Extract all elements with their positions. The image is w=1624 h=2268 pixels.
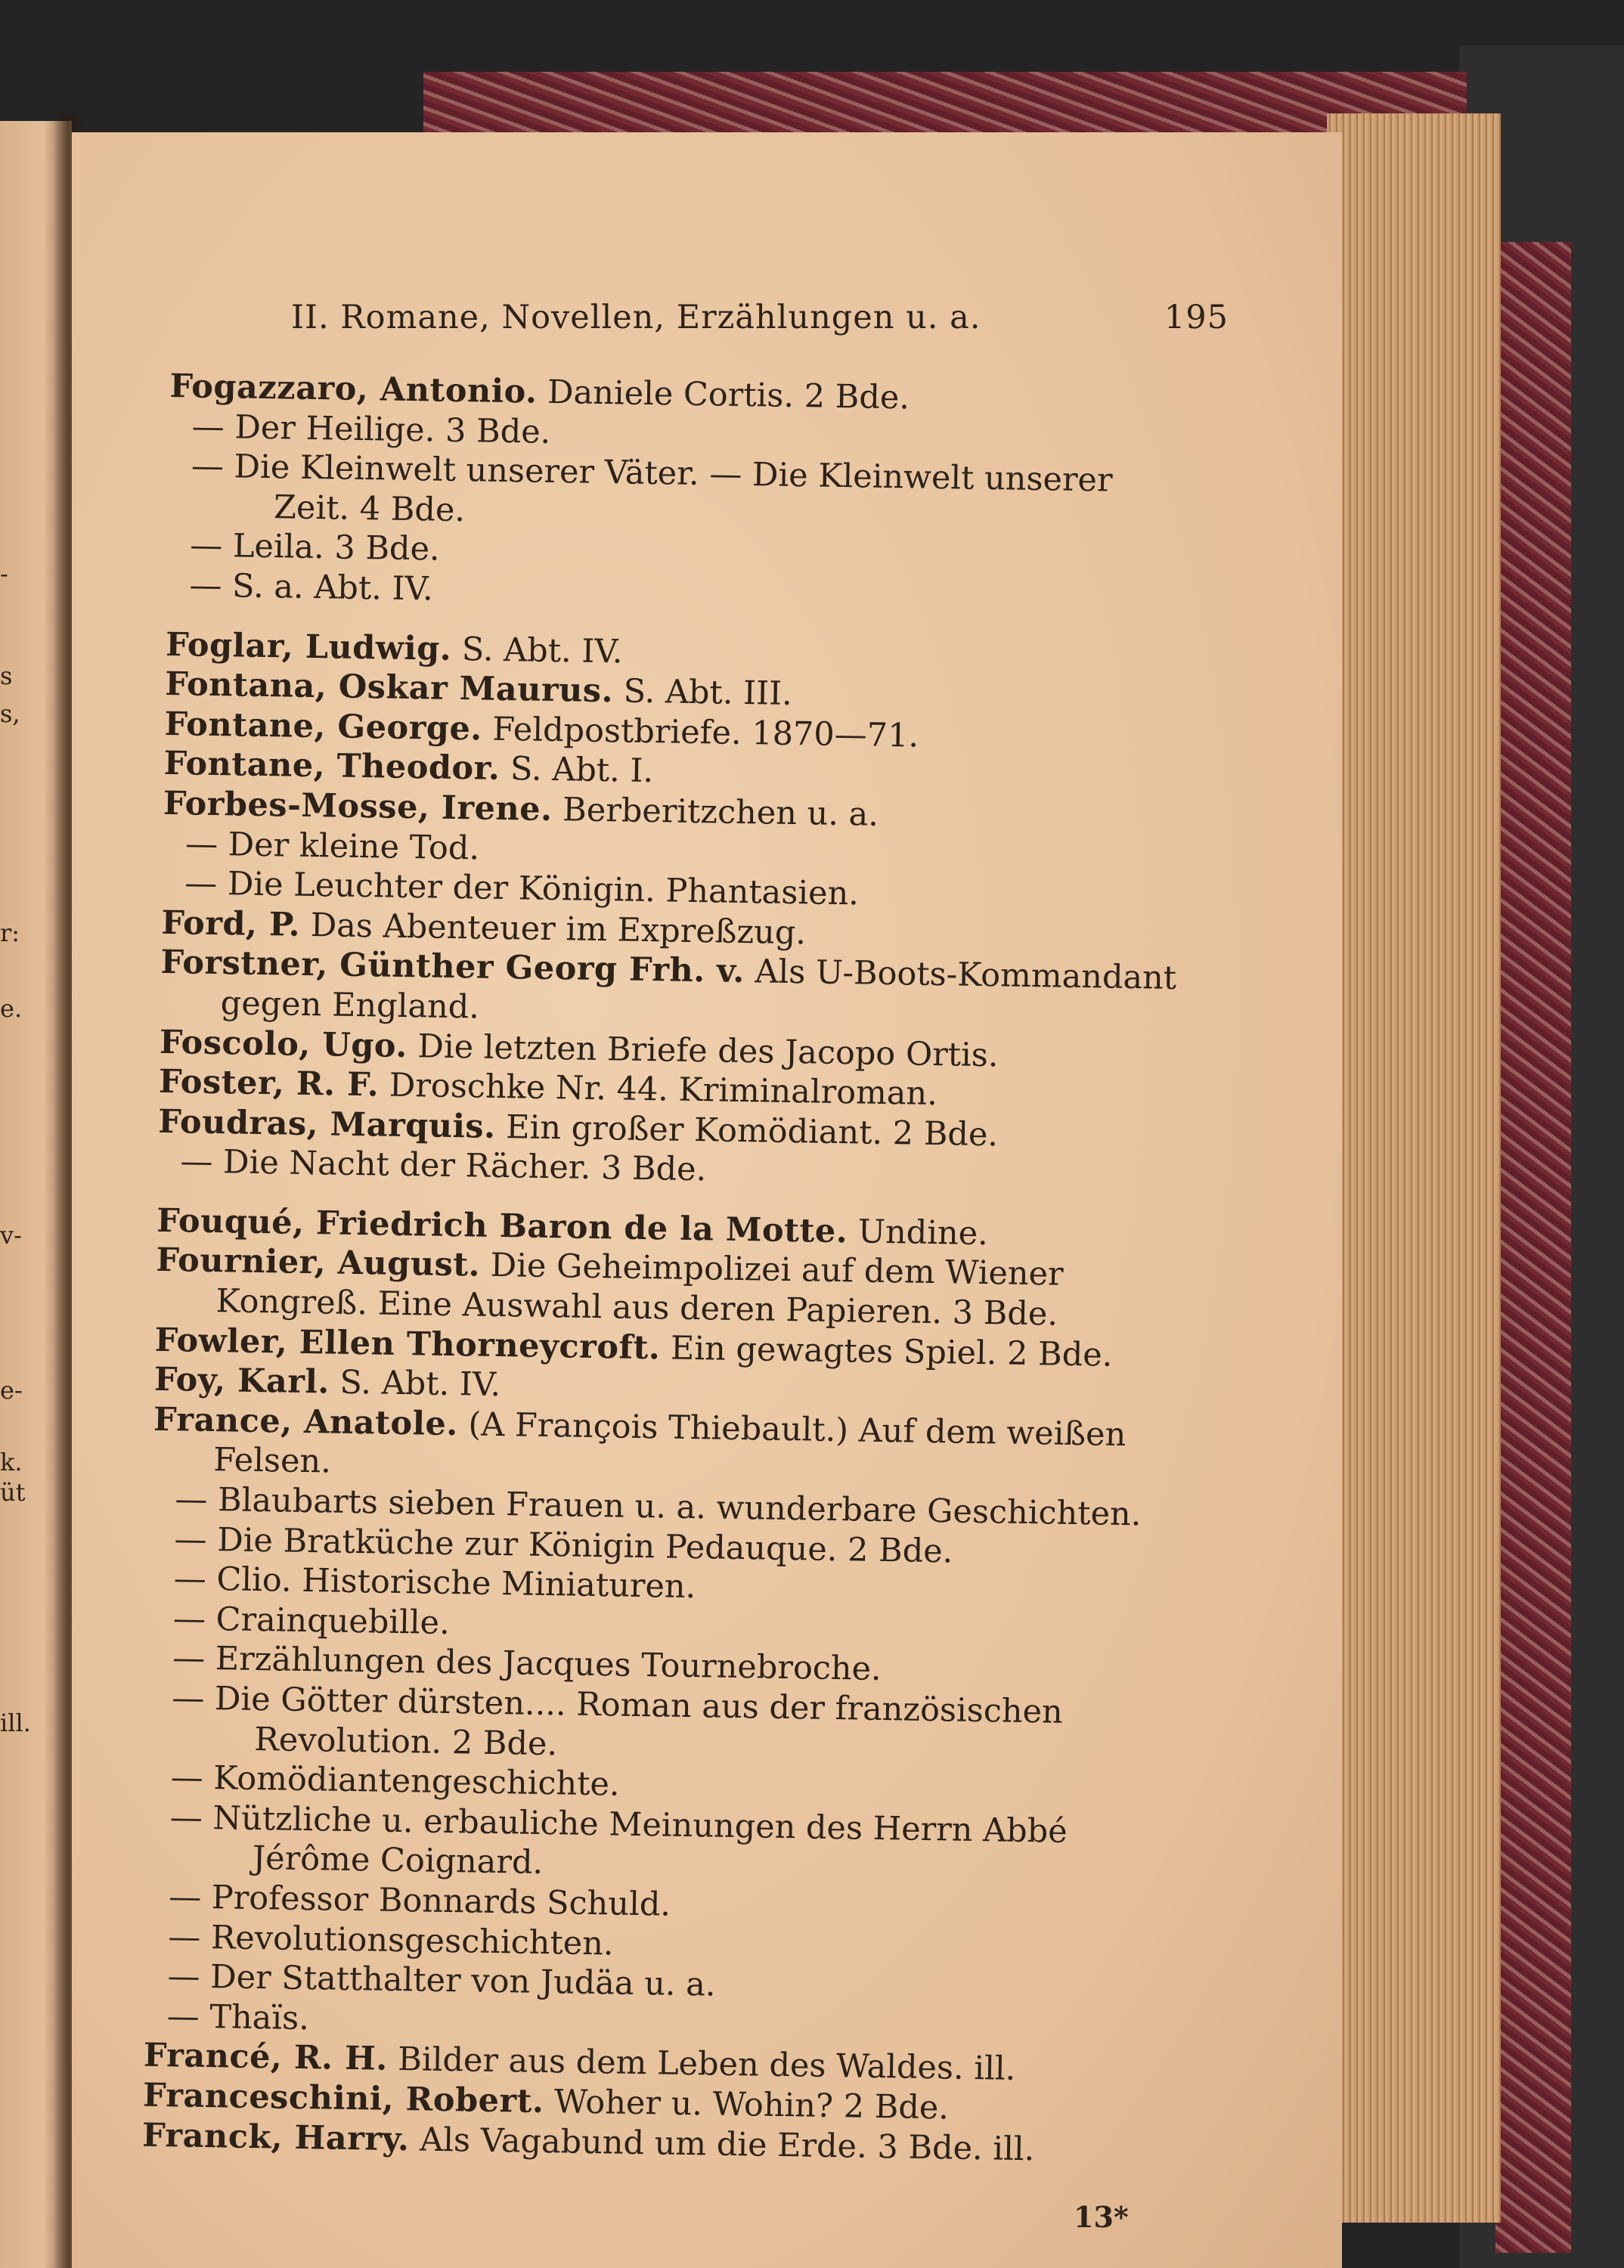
entry-text: Woher u. Wohin? 2 Bde. [544,2082,950,2127]
marbled-edge-right [1495,242,1571,2253]
header-title: II. Romane, Novellen, Erzählungen u. a. [291,299,981,336]
left-fragment-text: ill. [0,1709,31,1737]
entry-text: S. Abt. IV. [451,630,623,671]
entry-text: S. Abt. III. [612,672,793,714]
entry-author: Foscolo, Ugo. [159,1023,408,1065]
entry-text: — Die Kleinwelt unserer Väter. — Die Kleinwelt unserer Zeit. 4 Bde. [191,447,1113,529]
entry-text: — Erzählungen des Jacques Tournebroche. [172,1639,882,1689]
entry-text: — Komödiantengeschichte. [170,1758,620,1804]
page-number: 195 [1164,299,1229,336]
entry-text: Ein gewagtes Spiel. 2 Bde. [659,1329,1113,1374]
entry-text: — Die Götter dürsten.... Roman aus der französischen Revolution. 2 Bde. [171,1679,1064,1763]
entry-text: — Die Bratküche zur Königin Pedauque. 2 Bde. [174,1520,953,1571]
entry-text: — Clio. Historische Miniaturen. [173,1560,696,1606]
entry-author: Foudras, Marquis. [157,1102,496,1146]
entry-text: — Revolutionsgeschichten. [167,1917,614,1963]
entry-text: — Der Heilige. 3 Bde. [191,407,551,451]
left-fragment-text: - [0,559,8,588]
entry-text: S. Abt. I. [499,750,654,791]
entry-text: — Der kleine Tod. [184,824,480,868]
left-fragment-text: v- [0,1221,22,1250]
left-fragment-text: k. [0,1448,23,1476]
entry-text: — Der Statthalter von Judäa u. a. [167,1957,716,2004]
entry-text: — Die Nacht der Rächer. 3 Bde. [180,1142,707,1189]
entry-text: — S. a. Abt. IV. [189,566,434,609]
entry-text: Als U-Boots-Kommandant gegen England. [220,953,1177,1027]
entry-text: — Die Leuchter der Königin. Phantasien. [184,864,860,913]
entry-text: Bilder aus dem Leben des Waldes. ill. [387,2040,1016,2089]
entry-author: Fontane, Theodor. [163,745,501,789]
catalog-entry [160,943,1189,1039]
entry-author: Franceschini, Robert. [142,2076,544,2121]
left-fragment-text: e- [0,1376,23,1405]
entry-text: Als Vagabund um die Erde. 3 Bde. ill. [409,2120,1035,2168]
left-fragment-text: s [0,662,13,690]
entry-text: (A François Thiebault.) Auf dem weißen Felsen. [212,1405,1127,1481]
entry-text: Berberitzchen u. a. [552,790,879,834]
entry-author: Forbes-Mosse, Irene. [163,784,553,829]
entry-text: — Blaubarts sieben Frauen u. a. wunderbare Geschichten. [175,1480,1142,1534]
entry-text: Die letzten Briefe des Jacopo Ortis. [407,1027,999,1074]
entry-author: France, Anatole. [153,1400,459,1443]
entry-author: Francé, R. H. [143,2037,389,2079]
entry-text: — Professor Bonnards Schuld. [168,1878,671,1924]
entry-text: — Leila. 3 Bde. [189,526,441,569]
entry-text: Ein großer Komödiant. 2 Bde. [495,1108,999,1154]
left-fragment-text: r: [0,919,20,947]
entry-author: Fontane, George. [164,705,483,748]
signature-mark: 13* [1074,2200,1129,2234]
entry-author: Foy, Karl. [153,1361,330,1402]
entry-text: Feldpostbriefe. 1870—71. [482,710,919,755]
entry-author: Fogazzaro, Antonio. [169,367,538,411]
left-fragment-text: e. [0,994,23,1023]
entry-author: Fontana, Oskar Maurus. [165,665,614,711]
entry-author: Forstner, Günther Georg Frh. v. [160,943,745,991]
catalog-entry [155,1241,1184,1337]
entry-author: Ford, P. [161,903,301,944]
entry-text: — Thaïs. [166,1997,310,2037]
left-fragment-text: üt [0,1478,26,1507]
entry-author: Franck, Harry. [141,2116,410,2158]
entry-text: Die Geheimpolizei auf dem Wiener Kongreß. Eine Auswahl aus deren Papieren. 3 Bde. [215,1247,1064,1334]
entry-text: Undine. [847,1213,989,1253]
left-fragment-text: s, [0,699,20,728]
book-page [72,132,1342,2268]
entry-author: Fowler, Ellen Thorneycroft. [154,1321,661,1367]
entry-author: Foglar, Ludwig. [165,625,452,668]
entry-author: Fournier, August. [156,1241,481,1285]
running-header [291,299,1229,336]
page-edges [1327,113,1501,2223]
entry-text: S. Abt. IV. [329,1363,501,1405]
entry-author: Fouqué, Friedrich Baron de la Motte. [156,1201,848,1251]
entry-text: Droschke Nr. 44. Kriminalroman. [378,1066,938,1114]
entry-text: — Crainquebille. [172,1600,451,1642]
entry-author: Foster, R. F. [158,1062,380,1105]
catalog-entries [142,367,1198,2171]
entry-text: — Nützliche u. erbauliche Meinungen des Herrn Abbé Jérôme Coignard. [169,1799,1068,1882]
entry-text: Daniele Cortis. 2 Bde. [537,373,910,417]
entry-text: Das Abenteuer im Expreßzug. [299,906,807,953]
